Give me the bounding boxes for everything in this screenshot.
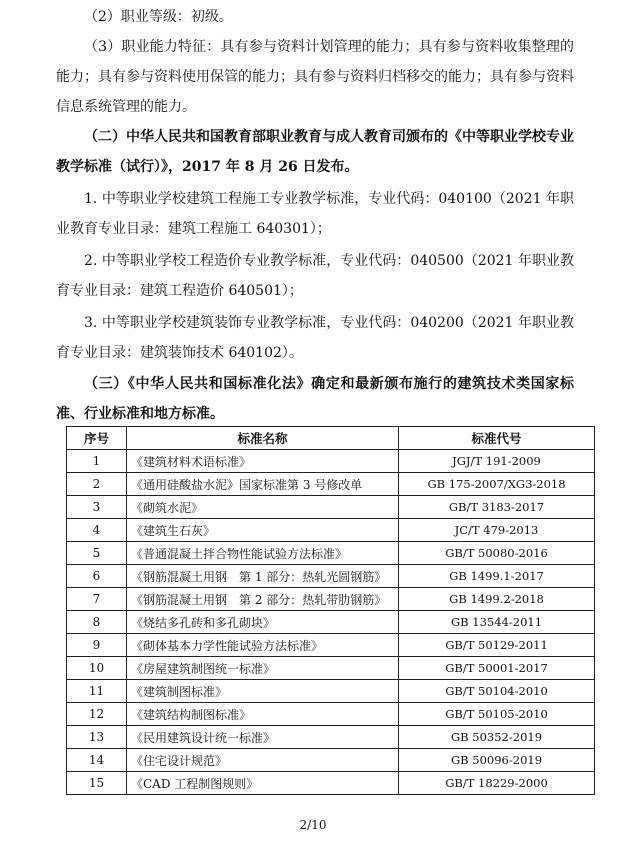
row-standard-name: 《钢筋混凝土用钢 第 1 部分：热轧光圆钢筋》 xyxy=(127,565,399,588)
paragraph-ability-features: （3）职业能力特征：具有参与资料计划管理的能力；具有参与资料收集整理的能力；具有参与资料使用保管的能力；具有参与资料归档移交的能力；具有参与资料信息系统管理的能力。 xyxy=(56,39,574,115)
row-number: 5 xyxy=(67,542,127,565)
section-heading-2: （二）中华人民共和国教育部职业教育与成人教育司颁布的《中等职业学校专业教学标准（试行）》，2017 年 8 月 26 日发布。 xyxy=(56,129,574,175)
row-number: 2 xyxy=(67,473,127,496)
table-row xyxy=(67,680,595,703)
table-row xyxy=(67,519,595,542)
row-number: 15 xyxy=(67,772,127,795)
row-number: 12 xyxy=(67,703,127,726)
row-standard-code: GB/T 50104-2010 xyxy=(399,680,595,703)
row-standard-code: GB/T 50080-2016 xyxy=(399,542,595,565)
section-heading-3: （三）《中华人民共和国标准化法》确定和最新颁布施行的建筑技术类国家标准、行业标准和地方标准。 xyxy=(56,376,574,422)
page-number: 2/10 xyxy=(299,818,327,832)
row-standard-name: 《砌筑水泥》 xyxy=(127,496,399,519)
row-number: 3 xyxy=(67,496,127,519)
table-row xyxy=(67,703,595,726)
row-standard-name: 《建筑结构制图标准》 xyxy=(127,703,399,726)
table-row xyxy=(67,450,595,473)
row-standard-code: GB/T 50129-2011 xyxy=(399,634,595,657)
row-number: 13 xyxy=(67,726,127,749)
table-row xyxy=(67,749,595,772)
header-number: 序号 xyxy=(67,427,127,450)
standards-table xyxy=(66,426,595,795)
table-row xyxy=(67,634,595,657)
header-standard-name: 标准名称 xyxy=(127,427,399,450)
row-number: 6 xyxy=(67,565,127,588)
row-number: 8 xyxy=(67,611,127,634)
row-standard-code: GB 1499.1-2017 xyxy=(399,565,595,588)
row-standard-name: 《CAD 工程制图规则》 xyxy=(127,772,399,795)
row-standard-name: 《房屋建筑制图统一标准》 xyxy=(127,657,399,680)
table-row xyxy=(67,588,595,611)
row-standard-name: 《钢筋混凝土用钢 第 2 部分：热轧带肋钢筋》 xyxy=(127,588,399,611)
table-row xyxy=(67,611,595,634)
table-row xyxy=(67,772,595,795)
row-number: 4 xyxy=(67,519,127,542)
list-item-2: 2. 中等职业学校工程造价专业教学标准，专业代码：040500（2021 年职业教育专业目录：建筑工程造价 640501）； xyxy=(56,253,574,299)
list-item-3: 3. 中等职业学校建筑装饰专业教学标准，专业代码：040200（2021 年职业教育专业目录：建筑装饰技术 640102）。 xyxy=(56,315,574,361)
table-row xyxy=(67,542,595,565)
row-standard-name: 《建筑生石灰》 xyxy=(127,519,399,542)
row-standard-name: 《通用硅酸盐水泥》国家标准第 3 号修改单 xyxy=(127,473,399,496)
row-standard-code: JGJ/T 191-2009 xyxy=(399,450,595,473)
table-header-row xyxy=(67,427,595,450)
row-number: 14 xyxy=(67,749,127,772)
row-standard-name: 《普通混凝土拌合物性能试验方法标准》 xyxy=(127,542,399,565)
row-standard-name: 《民用建筑设计统一标准》 xyxy=(127,726,399,749)
row-standard-code: GB 50352-2019 xyxy=(399,726,595,749)
row-standard-code: GB/T 18229-2000 xyxy=(399,772,595,795)
header-standard-code: 标准代号 xyxy=(399,427,595,450)
row-standard-code: GB 13544-2011 xyxy=(399,611,595,634)
paragraph-occupation-level: （2）职业等级：初级。 xyxy=(84,9,233,25)
row-standard-code: GB 175-2007/XG3-2018 xyxy=(399,473,595,496)
table-row xyxy=(67,726,595,749)
table-row xyxy=(67,657,595,680)
row-standard-name: 《住宅设计规范》 xyxy=(127,749,399,772)
row-standard-code: GB 50096-2019 xyxy=(399,749,595,772)
row-standard-code: GB/T 50001-2017 xyxy=(399,657,595,680)
row-standard-code: GB/T 3183-2017 xyxy=(399,496,595,519)
row-number: 9 xyxy=(67,634,127,657)
row-standard-name: 《建筑材料术语标准》 xyxy=(127,450,399,473)
table-row xyxy=(67,496,595,519)
row-standard-code: GB 1499.2-2018 xyxy=(399,588,595,611)
row-number: 10 xyxy=(67,657,127,680)
row-number: 11 xyxy=(67,680,127,703)
row-standard-name: 《烧结多孔砖和多孔砌块》 xyxy=(127,611,399,634)
row-number: 7 xyxy=(67,588,127,611)
row-standard-code: JC/T 479-2013 xyxy=(399,519,595,542)
row-number: 1 xyxy=(67,450,127,473)
row-standard-name: 《建筑制图标准》 xyxy=(127,680,399,703)
table-row xyxy=(67,565,595,588)
row-standard-name: 《砌体基本力学性能试验方法标准》 xyxy=(127,634,399,657)
row-standard-code: GB/T 50105-2010 xyxy=(399,703,595,726)
table-row xyxy=(67,473,595,496)
list-item-1: 1. 中等职业学校建筑工程施工专业教学标准，专业代码：040100（2021 年职业教育专业目录：建筑工程施工 640301）； xyxy=(56,191,574,237)
